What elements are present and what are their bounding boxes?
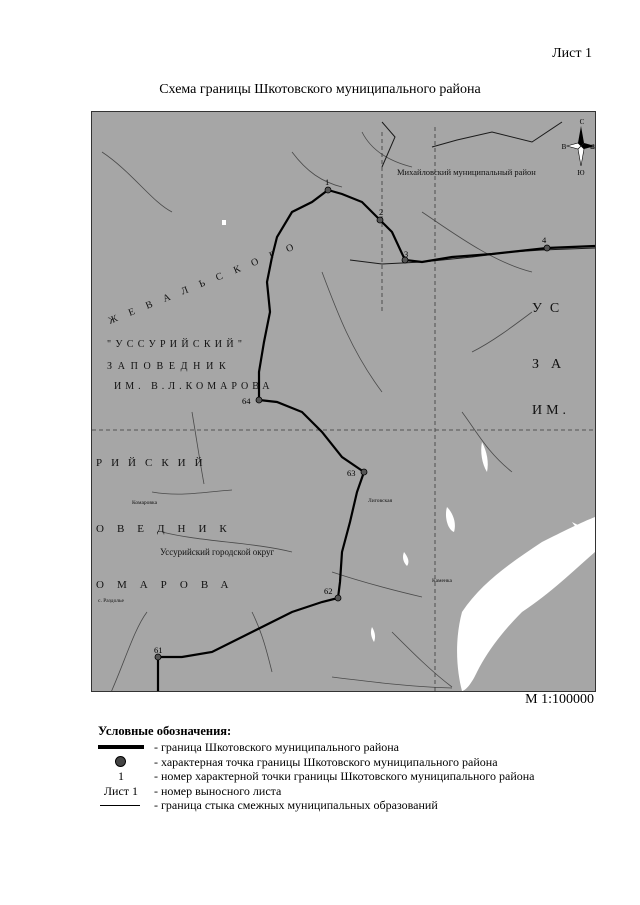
legend [98, 724, 535, 813]
place-label-2: Каменка [432, 578, 452, 584]
legend-row-point [98, 754, 498, 770]
place-label-4: с. Раздолье [98, 598, 124, 604]
point-label-2: 2 [379, 207, 384, 217]
compass-south: Ю [577, 169, 585, 177]
reserve-label-west-1: РИЙСКИЙ [96, 457, 212, 469]
reserve-label-2: ЗАПОВЕДНИК [107, 361, 232, 372]
legend-text: - характерная точка границы Шкотовского муниципального района [154, 754, 498, 769]
legend-text: - граница стыка смежных муниципальных образований [154, 798, 438, 812]
legend-row-point-number [98, 769, 535, 784]
map[interactable] [91, 111, 596, 692]
legend-symbol-dot-icon [98, 755, 144, 770]
compass-east: В [561, 143, 567, 151]
place-label-1: Лиговская [368, 498, 393, 504]
reserve-label-west-2: ОВЕДНИК [96, 523, 240, 535]
water-bodies [222, 220, 595, 691]
point-label-4: 4 [542, 235, 547, 245]
legend-row-sheet-number [98, 783, 282, 799]
boundary-point-2[interactable] [377, 217, 383, 223]
point-label-62: 62 [324, 586, 333, 596]
sheet-number: Лист 1 [552, 46, 592, 61]
point-label-3: 3 [404, 249, 409, 259]
reserve-label-east-1: УС [532, 301, 568, 316]
region-label-ussuriysk: Уссурийский городской округ [160, 547, 275, 557]
legend-text: - номер характерной точки границы Шкотовского муниципального района [154, 769, 535, 783]
boundary-point-4[interactable] [544, 245, 550, 251]
legend-symbol-sheet: Лист 1 [103, 783, 139, 798]
legend-symbol-number: 1 [118, 769, 124, 783]
north-star-icon [562, 118, 595, 177]
district-boundary [158, 190, 595, 691]
page-title: Схема границы Шкотовского муниципального района [159, 82, 481, 97]
boundary-point-64[interactable] [256, 397, 262, 403]
map-scale: М 1:100000 [525, 692, 594, 707]
reserve-label-east-3: ИМ. [532, 403, 571, 418]
point-label-64: 64 [242, 396, 251, 406]
boundary-point-63[interactable] [361, 469, 367, 475]
reserve-label-3: ИМ. В.Л.КОМАРОВА [114, 381, 274, 392]
point-label-61: 61 [154, 645, 163, 655]
reserve-label-east-2: ЗА [532, 357, 574, 372]
compass-north: С [579, 118, 585, 126]
point-label-1: 1 [325, 177, 330, 187]
legend-text: - граница Шкотовского муниципального района [154, 740, 399, 754]
legend-title: Условные обозначения: [98, 724, 232, 738]
ridge-label: ЖЕВАЛЬСКОГО [107, 237, 307, 327]
compass-west: З [591, 143, 595, 151]
boundary-point-1[interactable] [325, 187, 331, 193]
reserve-label-1: "УССУРИЙСКИЙ" [107, 339, 247, 350]
map-canvas [92, 112, 595, 691]
region-label-mikhailovsky: Михайловский муниципальный район [397, 167, 536, 177]
boundary-point-62[interactable] [335, 595, 341, 601]
point-label-63: 63 [347, 468, 356, 478]
legend-symbol-thick-line [98, 740, 144, 755]
legend-symbol-thin-line [98, 798, 144, 813]
adjacent-boundary [350, 122, 595, 264]
reserve-label-west-3: ОМАРОВА [96, 579, 242, 591]
place-label-3: Комаровка [132, 500, 158, 506]
legend-row-boundary [98, 740, 399, 755]
legend-row-adjacent-boundary [98, 798, 438, 813]
legend-text: - номер выносного листа [154, 783, 282, 798]
